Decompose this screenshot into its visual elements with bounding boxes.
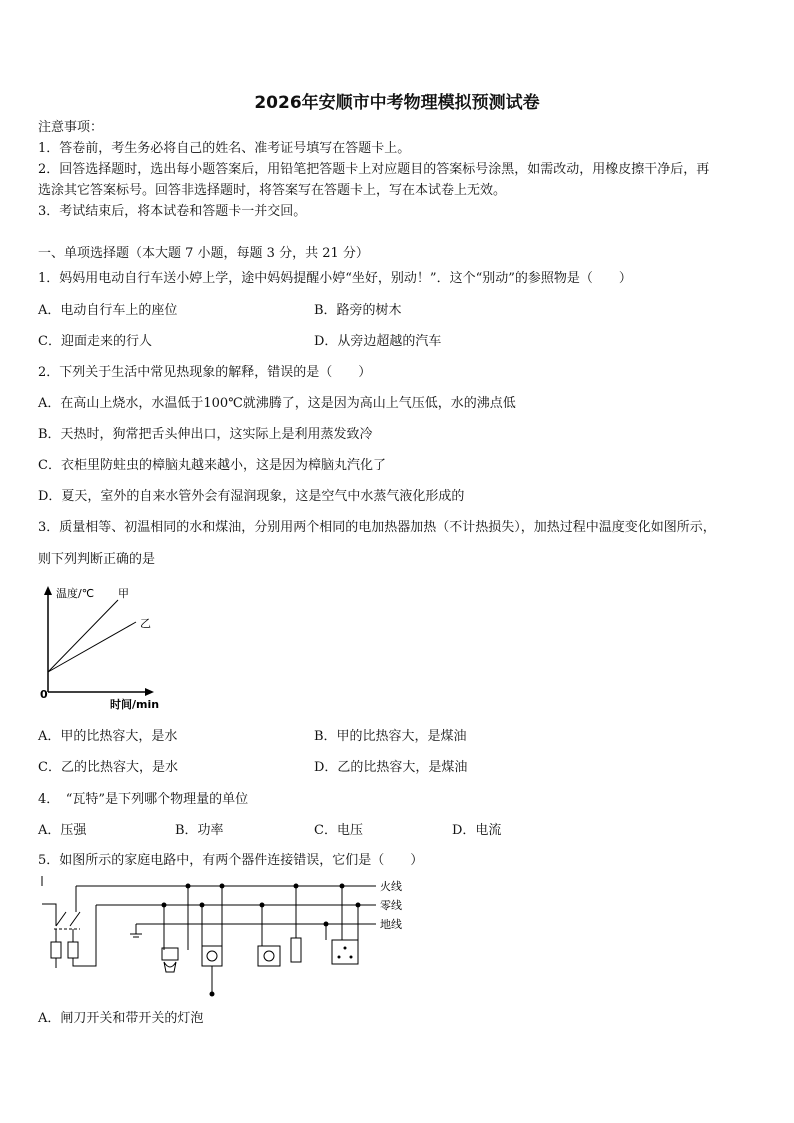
q2-option-c: C．衣柜里防蛀虫的樟脑丸越来越小，这是因为樟脑丸汽化了 xyxy=(38,458,386,473)
q3-option-d: D．乙的比热容大，是煤油 xyxy=(314,760,468,775)
page-title: 2026年安顺市中考物理模拟预测试卷 xyxy=(254,93,540,113)
fuse-1 xyxy=(51,942,61,958)
q3-option-c: C．乙的比热容大，是水 xyxy=(38,760,178,775)
household-circuit-diagram xyxy=(36,876,416,1002)
temperature-time-graph xyxy=(36,582,176,712)
line-yi-label: 乙 xyxy=(140,617,151,630)
fuse-3 xyxy=(291,938,301,962)
line-jia xyxy=(48,600,118,672)
notice-item-2-cont: 选涂其它答案标号。回答非选择题时，将答案写在答题卡上，写在本试卷上无效。 xyxy=(38,183,507,198)
q2-stem: 2．下列关于生活中常见热现象的解释，错误的是（ ） xyxy=(38,365,372,380)
notice-item-3: 3．考试结束后，将本试卷和答题卡一并交回。 xyxy=(38,204,307,219)
live-wire-label: 火线 xyxy=(380,880,402,893)
q4-option-b: B．功率 xyxy=(175,823,224,838)
line-yi xyxy=(48,622,136,672)
outlet-1 xyxy=(202,946,222,966)
outlet-2 xyxy=(258,946,280,966)
q4-option-a: A．压强 xyxy=(38,823,87,838)
y-axis-arrow xyxy=(44,586,52,595)
neutral-wire-label: 零线 xyxy=(380,899,402,912)
notice-item-2: 2．回答选择题时，选出每小题答案后，用铅笔把答题卡上对应题目的答案标号涂黑，如需改动，用橡皮擦干净后，再 xyxy=(38,162,710,177)
ground-wire-label: 地线 xyxy=(380,918,402,931)
q4-option-d: D．电流 xyxy=(452,823,502,838)
q3-option-a: A．甲的比热容大，是水 xyxy=(38,729,178,744)
knife-switch-blade xyxy=(56,912,66,926)
q2-option-a: A．在高山上烧水，水温低于100℃就沸腾了，这是因为高山上气压低，水的沸点低 xyxy=(38,396,516,411)
lamp-bulb xyxy=(164,962,176,972)
q2-option-d: D．夏天，室外的自来水管外会有湿润现象，这是空气中水蒸气液化形成的 xyxy=(38,489,465,504)
fuse-2 xyxy=(68,942,78,958)
q1-option-b: B．路旁的树木 xyxy=(314,303,402,318)
q1-option-d: D．从旁边超越的汽车 xyxy=(314,334,442,349)
q1-stem: 1．妈妈用电动自行车送小婷上学，途中妈妈提醒小婷“坐好，别动！”．这个“别动”的参照物是（ ） xyxy=(38,271,632,286)
q3-stem: 3．质量相等、初温相同的水和煤油，分别用两个相同的电加热器加热（不计热损失），加热过程中温度变化如图所示， xyxy=(38,520,716,535)
q5-stem: 5．如图所示的家庭电路中，有两个器件连接错误，它们是（ ） xyxy=(38,853,424,868)
line-jia-label: 甲 xyxy=(118,587,129,600)
q4-stem: 4． “瓦特”是下列哪个物理量的单位 xyxy=(38,792,249,807)
origin-label: 0 xyxy=(40,688,48,701)
q1-option-a: A．电动自行车上的座位 xyxy=(38,303,178,318)
x-axis-arrow xyxy=(145,688,154,696)
y-axis-label: 温度/℃ xyxy=(56,587,95,600)
notice-item-1: 1．答卷前，考生务必将自己的姓名、准考证号填写在答题卡上。 xyxy=(38,141,411,156)
q4-option-c: C．电压 xyxy=(314,823,363,838)
notice-heading: 注意事项： xyxy=(38,120,104,135)
x-axis-label: 时间/min xyxy=(110,698,160,711)
q1-option-c: C．迎面走来的行人 xyxy=(38,334,152,349)
three-hole-socket xyxy=(332,940,358,964)
q5-option-a: A．闸刀开关和带开关的灯泡 xyxy=(38,1011,204,1026)
q2-option-b: B．天热时，狗常把舌头伸出口，这实际上是利用蒸发致冷 xyxy=(38,427,373,442)
q3-option-b: B．甲的比热容大，是煤油 xyxy=(314,729,467,744)
q3-stem-cont: 则下列判断正确的是 xyxy=(38,552,156,567)
section-heading: 一、单项选择题（本大题 7 小题，每题 3 分，共 21 分） xyxy=(38,246,369,261)
